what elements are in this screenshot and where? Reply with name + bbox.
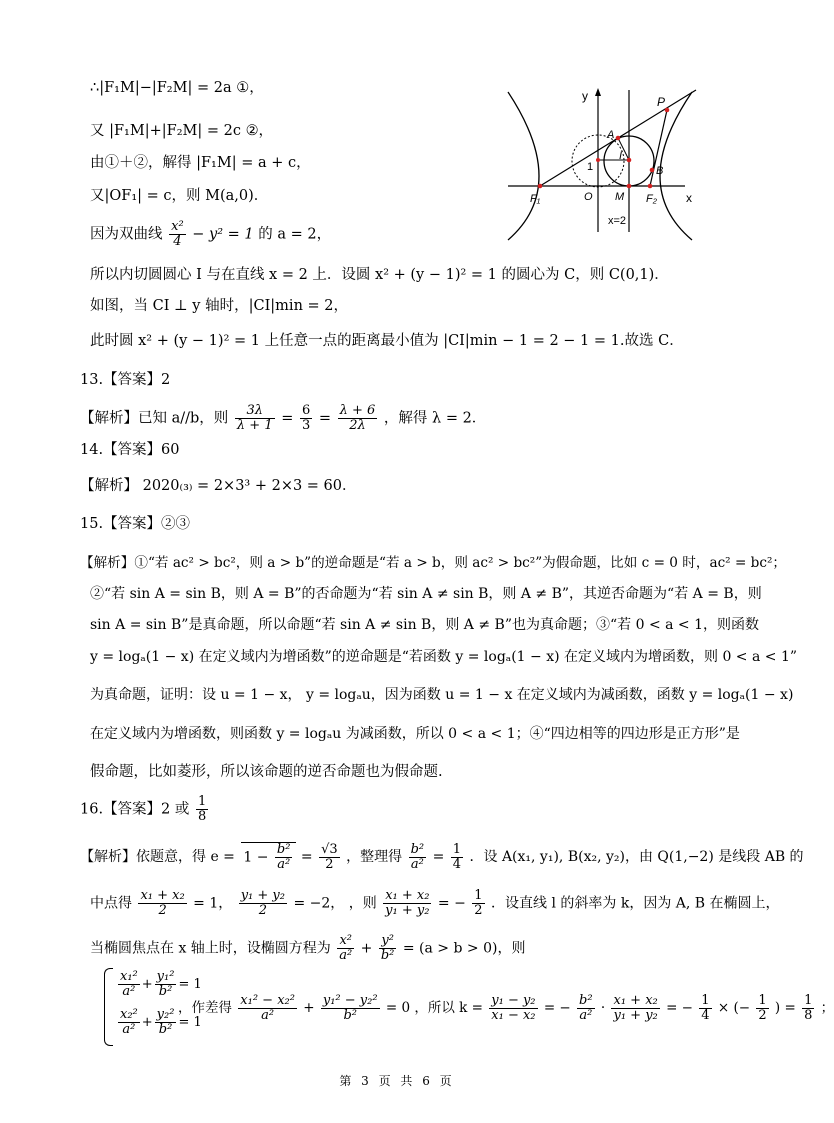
q16-line-b (90, 889, 780, 918)
frac-one-4: $\frac{1}{4}$ (452, 841, 462, 872)
frac-sqrt3-2: $\frac{√3}{2}$ (321, 841, 338, 872)
eq-sign-2: = (318, 410, 332, 427)
dot-op: · (600, 1000, 606, 1016)
eq-sign-5: = (402, 940, 415, 957)
hyperbola-left-branch (508, 92, 539, 240)
y-axis-arrow (595, 88, 601, 96)
frac-q13-mid: $\frac{6}{3}$ (301, 403, 311, 433)
eq-one-comma: = 1， (193, 895, 233, 912)
eq-neg-2: = − (543, 1000, 571, 1016)
q15-line-c: sin A = sin B”是真命题，所以命题“若 sin A ≠ sin B，则 A ≠ B”也为真命题；③“若 0 < a < 1，则函数 (90, 617, 760, 633)
line-5 (90, 220, 331, 249)
line-2: 又 |F₁M|+|F₂M| = 2c ②， (90, 123, 274, 139)
point-m (627, 184, 632, 189)
q15-line-a: 【解析】①“若 ac² > bc²，则 a > b”的逆命题是“若 a > b，则 ac² > bc²”为假命题，比如 c = 0 时，ac² = bc²； (80, 555, 787, 571)
label-p: P (657, 95, 666, 109)
frac-q13-right: $\frac{\lambda + 6}{2\lambda}$ (339, 403, 376, 433)
frac-one-2-2: $\frac{1}{2}$ (758, 993, 767, 1023)
label-f1: F₁ (530, 193, 541, 205)
sys-eq-2: $\frac{\text{x₂²}}{\text{a²}}$ + $\frac{\text{y₂²}}{\text{b²}}$ = 1 (120, 1007, 202, 1037)
q15-line-e: 为真命题，证明：设 u = 1 − x， y = logₐu，因为函数 u = 1 − x 在定义域内为减函数，函数 y = logₐ(1 − x) (90, 687, 794, 703)
frac-x2-4: $\frac{\text{x²}}{4}$ (171, 219, 184, 249)
frac-one-2-1: $\frac{1}{2}$ (474, 888, 483, 918)
frac-b2a2-2: $\frac{\text{b²}}{\text{a²}}$ (410, 841, 425, 872)
label-m: M (615, 191, 625, 203)
plus-1: + (360, 940, 373, 957)
q16-line-d (178, 994, 834, 1023)
line-7: 如图，当 CI ⊥ y 轴时，|CI|min = 2， (90, 298, 348, 314)
q15-line-g: 假命题，比如菱形，所以该命题的逆否命题也为假命题. (90, 764, 443, 780)
point-f2 (648, 184, 653, 189)
point-c (596, 158, 600, 162)
line-8: 此时圆 x² + (y − 1)² = 1 上任意一点的距离最小值为 |CI|min − 1 = 2 − 1 = 1.故选 C． (90, 333, 684, 349)
q16-line-a (80, 842, 804, 872)
frac-x2a2: $\frac{\text{x²}}{\text{a²}}$ (339, 933, 353, 963)
q16-c-post: (a > b > 0)，则 (419, 940, 526, 957)
q16-b-pre: 中点得 (90, 895, 132, 912)
q14-analysis: 【解析】 2020₍₃₎ = 2×3³ + 2×3 = 60． (80, 478, 357, 494)
close-eq: ) = (774, 1000, 796, 1016)
q15-line-d: y = logₐ(1 − x) 在定义域内为增函数”的逆命题是“若函数 y = logₐ(1 − x) 在定义域内为增函数，则 0 < a < 1” (90, 649, 798, 665)
sqrt-inner: 1 − (243, 849, 269, 866)
q14-answer: 14.【答案】60 (80, 442, 180, 458)
frac-one-eighth-2: $\frac{1}{8}$ (804, 993, 813, 1023)
frac-dy-dx: $\frac{\text{y₁ − y₂}}{\text{x₁ − x₂}}$ (491, 993, 536, 1023)
label-x2: x=2 (608, 215, 627, 227)
q16-line-c (90, 934, 525, 963)
brace (104, 968, 113, 1046)
q13-post: ，解得 λ = 2． (383, 410, 487, 427)
frac-b2a2-1: $\frac{\text{b²}}{\text{a²}}$ (276, 842, 291, 872)
eq-neg-3: = − (666, 1000, 693, 1016)
sqrt-expr (241, 842, 296, 872)
q16-a-pre: 【解析】依题意，得 e = (80, 849, 235, 865)
label-f2: F₂ (646, 193, 657, 205)
line-3: 由①＋②，解得 |F₁M| = a + c， (90, 155, 311, 171)
q15-line-f: 在定义域内为增函数，则函数 y = logₐu 为减函数，所以 0 < a < 1；④“四边相等的四边形是正方形”是 (90, 726, 740, 742)
line-6: 所以内切圆圆心 I 与在直线 x = 2 上．设圆 x² + (y − 1)² = 1 的圆心为 C，则 C(0,1)． (90, 267, 669, 283)
q16-d-mid: ，作差得 (178, 1000, 232, 1016)
frac-y2b2: $\frac{\text{y²}}{\text{b²}}$ (380, 933, 395, 963)
frac-q13-left: $\frac{3\lambda}{\lambda + 1}$ (236, 403, 273, 433)
q13-pre: 【解析】已知 a//b，则 (80, 410, 229, 427)
ze-word: ，则 (348, 895, 377, 912)
line-5-pre: 因为双曲线 (90, 226, 163, 243)
label-a: A (607, 129, 615, 141)
q15-line-b: ②“若 sin A = sin B，则 A = B”的否命题为“若 sin A ≠ sin B，则 A ≠ B”，其逆否命题为“若 A = B，则 (90, 586, 762, 602)
q16-c-pre: 当椭圆焦点在 x 轴上时，设椭圆方程为 (90, 940, 331, 957)
point-b (650, 168, 655, 173)
q16-head-pre: 16.【答案】2 或 (80, 801, 190, 818)
q16-d-post: ，所以 k = (414, 1000, 483, 1016)
eq-sign-3: = (300, 849, 313, 865)
line-1: ∴|F₁M|−|F₂M| = 2a ①， (90, 80, 264, 96)
hyperbola-figure (500, 82, 710, 242)
frac-b2a2-3: $\frac{\text{b²}}{\text{a²}}$ (579, 993, 593, 1023)
q16-a-mid: ，整理得 (346, 849, 403, 865)
sys-eq-1: $\frac{\text{x₁²}}{\text{a²}}$ + $\frac{\text{y₁²}}{\text{b²}}$ = 1 (120, 969, 202, 999)
frac-x12-y12-1: $\frac{\text{x₁ + x₂}}{\text{y₁ + y₂}}$ (385, 888, 430, 918)
equation-system (104, 968, 202, 1044)
frac-x12-y12-2: $\frac{\text{x₁ + x₂}}{\text{y₁ + y₂}}$ (613, 993, 658, 1023)
label-one: 1 (587, 161, 594, 173)
point-f1 (538, 184, 543, 189)
point-p (665, 108, 670, 113)
hyperbola-right-branch (660, 92, 692, 240)
q16-b-post: ．设直线 l 的斜率为 k，因为 A, B 在椭圆上， (491, 895, 780, 912)
q13-answer: 13.【答案】2 (80, 372, 171, 388)
label-y: y (582, 89, 588, 103)
plus-2: + (303, 1000, 315, 1016)
semicolon: ； (820, 1000, 834, 1016)
label-i: I (619, 150, 623, 162)
line-5-eq: − y² = 1 (192, 226, 254, 243)
label-b: B (656, 165, 664, 177)
page-footer: 第 3 页 共 6 页 (339, 1074, 455, 1088)
q16-a-post: ．设 A(x₁, y₁), B(x₂, y₂)，由 Q(1,−2) 是线段 AB 的 (469, 849, 804, 865)
frac-dy2-b2: $\frac{\text{y₁² − y₂²}}{\text{b²}}$ (322, 993, 378, 1023)
frac-y12-2: $\frac{\text{y₁ + y₂}}{2}$ (240, 888, 285, 918)
line-5-post: 的 a = 2， (258, 226, 332, 243)
eq-zero: = 0 (385, 1000, 411, 1016)
q15-answer: 15.【答案】②③ (80, 516, 191, 532)
frac-one-4-2: $\frac{1}{4}$ (701, 993, 710, 1023)
label-x: x (686, 191, 692, 205)
line-4: 又|OF₁| = c，则 M(a,0)． (90, 188, 269, 204)
frac-one-eighth: $\frac{1}{8}$ (198, 794, 207, 824)
eq-neg: = − (437, 895, 466, 912)
times-neg: × (− (717, 1000, 751, 1016)
label-o: O (584, 191, 593, 203)
eq-neg2: = −2， (293, 895, 345, 912)
eq-sign-1: = (281, 410, 294, 427)
q13-analysis (80, 404, 486, 433)
point-a (616, 136, 621, 141)
eq-sign-4: = (432, 849, 445, 865)
frac-x12-2: $\frac{\text{x₁ + x₂}}{2}$ (140, 888, 185, 918)
q16-answer (80, 795, 210, 824)
point-i (627, 158, 632, 163)
frac-dx2-a2: $\frac{\text{x₁² − x₂²}}{\text{a²}}$ (240, 993, 295, 1023)
